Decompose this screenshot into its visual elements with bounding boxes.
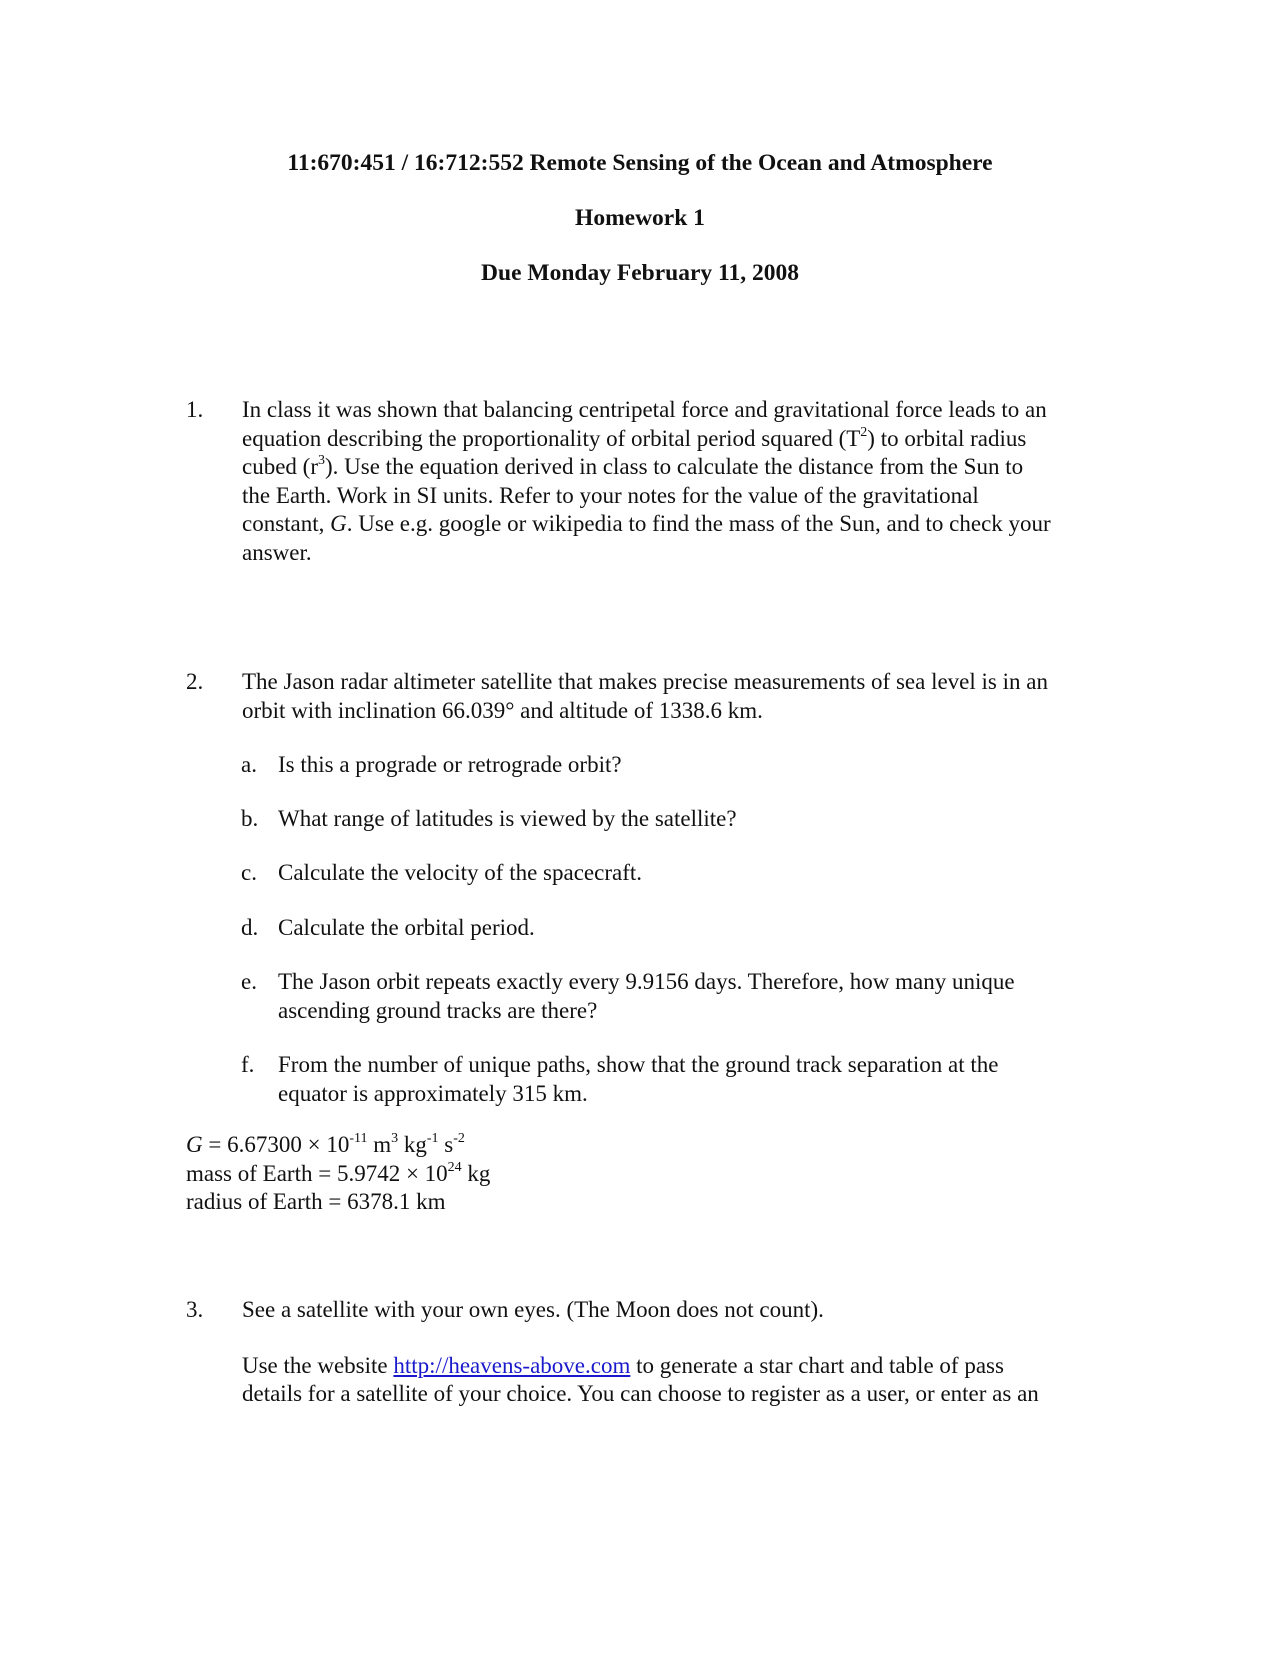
q2-part-b-label: b. xyxy=(241,806,259,831)
question-1-number: 1. xyxy=(186,397,204,422)
q2-line-1: The Jason radar altimeter satellite that makes precise measurements of sea level is in an xyxy=(242,669,1048,694)
q3-line-1: See a satellite with your own eyes. (The Moon does not count). xyxy=(242,1297,824,1322)
q2-part-a-text: Is this a prograde or retrograde orbit? xyxy=(278,752,622,777)
question-3-number: 3. xyxy=(186,1297,204,1322)
q2-part-c-text: Calculate the velocity of the spacecraft. xyxy=(278,860,642,885)
q3-line-3: details for a satellite of your choice. You can choose to register as a user, or enter as an xyxy=(242,1381,1039,1406)
question-2-number: 2. xyxy=(186,669,204,694)
q1-line-4: the Earth. Work in SI units. Refer to your notes for the value of the gravitational xyxy=(242,482,979,508)
q2-line-2: orbit with inclination 66.039° and altitude of 1338.6 km. xyxy=(242,697,763,723)
course-title: 11:670:451 / 16:712:552 Remote Sensing of the Ocean and Atmosphere xyxy=(287,150,993,176)
q1-line-2: equation describing the proportionality of orbital period squared $(T^2)$ to orbital radius xyxy=(242,424,1027,451)
q1-line-5: constant, G. Use e.g. google or wikipedia to find the mass of the Sun, and to check your xyxy=(242,511,1051,536)
q1-line-6: answer. xyxy=(242,539,312,565)
heavens-above-link[interactable]: http://heavens-above.com xyxy=(393,1352,631,1378)
gravitational-constant: $G = 6.67300 \times 10^{-11}$ $m^3$ $kg^{-1}$ $s^{-2}$ xyxy=(186,1131,465,1157)
question-2-text xyxy=(242,668,1127,725)
homework-title: Homework 1 xyxy=(575,205,705,231)
due-date: Due Monday February 11, 2008 xyxy=(481,260,799,286)
q2-part-b-text: What range of latitudes is viewed by the satellite? xyxy=(278,806,737,831)
earth-mass: mass of Earth = $5.9742 \times 10^{24}$ kg xyxy=(186,1159,491,1186)
q3-line-2: Use the website http://heavens-above.com to generate a star chart and table of pass xyxy=(242,1352,1004,1378)
question-3-text xyxy=(242,1296,1127,1409)
q2-part-c-label: c. xyxy=(241,860,257,885)
q2-part-f-text: From the number of unique paths, show that the ground track separation at the equator is approximately 315 km. xyxy=(278,1052,999,1106)
q2-part-f-label: f. xyxy=(241,1052,255,1077)
q2-part-e-label: e. xyxy=(241,969,257,994)
q2-part-e-text: The Jason orbit repeats exactly every 9.9156 days. Therefore, how many unique ascending ground tracks are there? xyxy=(278,969,1015,1023)
q1-line-3: cubed $(r^3)$. Use the equation derived in class to calculate the distance from the Sun to xyxy=(242,453,1024,479)
constants-block xyxy=(186,1131,886,1217)
question-1-text xyxy=(242,396,1127,567)
q2-part-d-text: Calculate the orbital period. xyxy=(278,915,535,940)
q2-part-d-label: d. xyxy=(241,915,259,940)
q1-line-1: In class it was shown that balancing centripetal force and gravitational force leads to an xyxy=(242,397,1047,422)
earth-radius: radius of Earth = 6378.1 km xyxy=(186,1189,446,1214)
q2-part-a-label: a. xyxy=(241,752,257,777)
